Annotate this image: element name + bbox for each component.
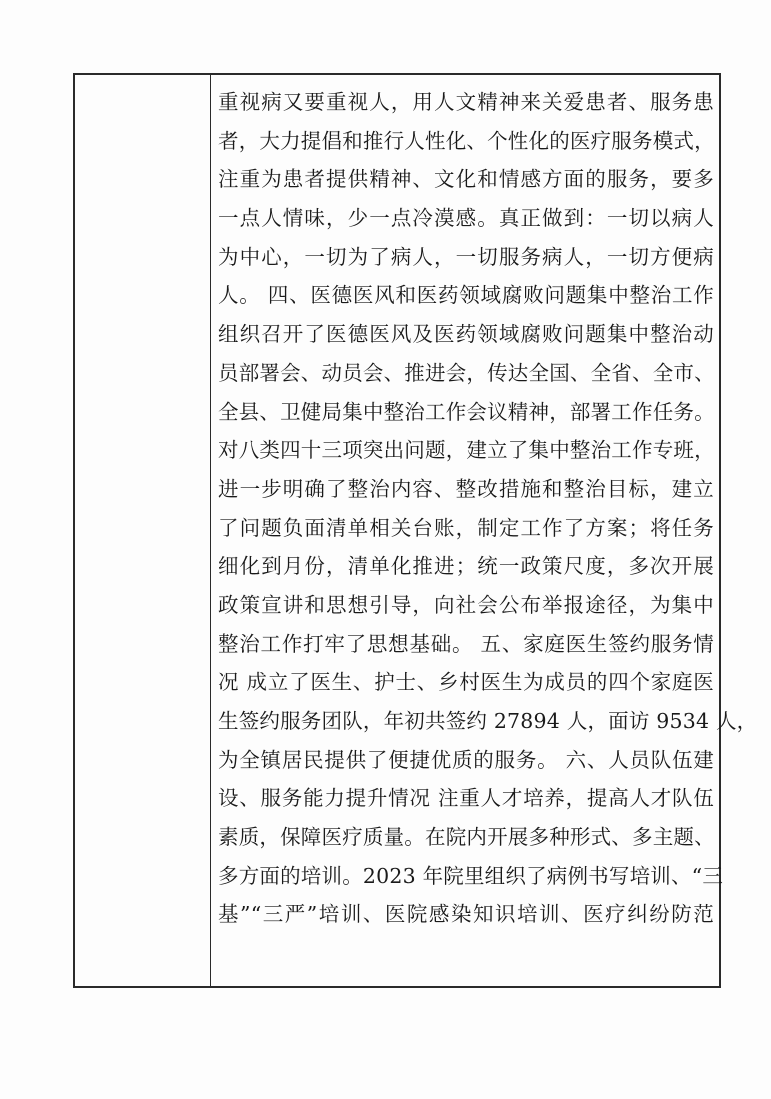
form-table	[73, 73, 758, 988]
text-line: 对八类四十三项突出问题，建立了集中整治工作专班，	[218, 438, 715, 463]
text-line: 生签约服务团队，年初共签约 27894 人，面访 9534 人，	[218, 709, 758, 733]
text-line: 细化到月份，清单化推进；统一政策尺度，多次开展	[218, 554, 714, 579]
text-line: 员部署会、动员会、推进会，传达全国、全省、全市、	[218, 360, 715, 385]
text-line: 基”“三严”培训、医院感染知识培训、医疗纠纷防范	[218, 902, 714, 927]
text-line: 为全镇居民提供了便捷优质的服务。 六、人员队伍建	[218, 747, 714, 772]
text-line: 为中心，一切为了病人，一切服务病人，一切方便病	[218, 244, 714, 269]
text-line: 设、服务能力提升情况 注重人才培养，提高人才队伍	[218, 786, 714, 811]
text-line: 整治工作打牢了思想基础。 五、家庭医生签约服务情	[218, 631, 714, 656]
text-line: 素质，保障医疗质量。在院内开展多种形式、多主题、	[218, 825, 715, 850]
content-cell	[218, 83, 758, 934]
text-line: 进一步明确了整治内容、整改措施和整治目标，建立	[218, 476, 714, 501]
label-column	[75, 75, 211, 986]
text-line: 重视病又要重视人，用人文精神来关爱患者、服务患	[218, 90, 714, 114]
text-line: 者，大力提倡和推行人性化、个性化的医疗服务模式，	[218, 128, 715, 153]
text-line: 况 成立了医生、护士、乡村医生为成员的四个家庭医	[218, 670, 714, 695]
text-line: 组织召开了医德医风及医药领域腐败问题集中整治动	[218, 322, 714, 347]
text-line: 人。 四、医德医风和医药领域腐败问题集中整治工作	[218, 283, 714, 308]
text-line: 全县、卫健局集中整治工作会议精神，部署工作任务。	[218, 399, 715, 424]
text-line: 一点人情味，少一点冷漠感。真正做到：一切以病人	[218, 206, 714, 231]
text-line: 多方面的培训。2023 年院里组织了病例书写培训、“三	[218, 863, 724, 888]
text-line: 了问题负面清单相关台账，制定工作了方案；将任务	[218, 515, 714, 540]
text-line: 政策宣讲和思想引导，向社会公布举报途径，为集中	[218, 592, 714, 617]
text-line: 注重为患者提供精神、文化和情感方面的服务，要多	[218, 167, 714, 192]
